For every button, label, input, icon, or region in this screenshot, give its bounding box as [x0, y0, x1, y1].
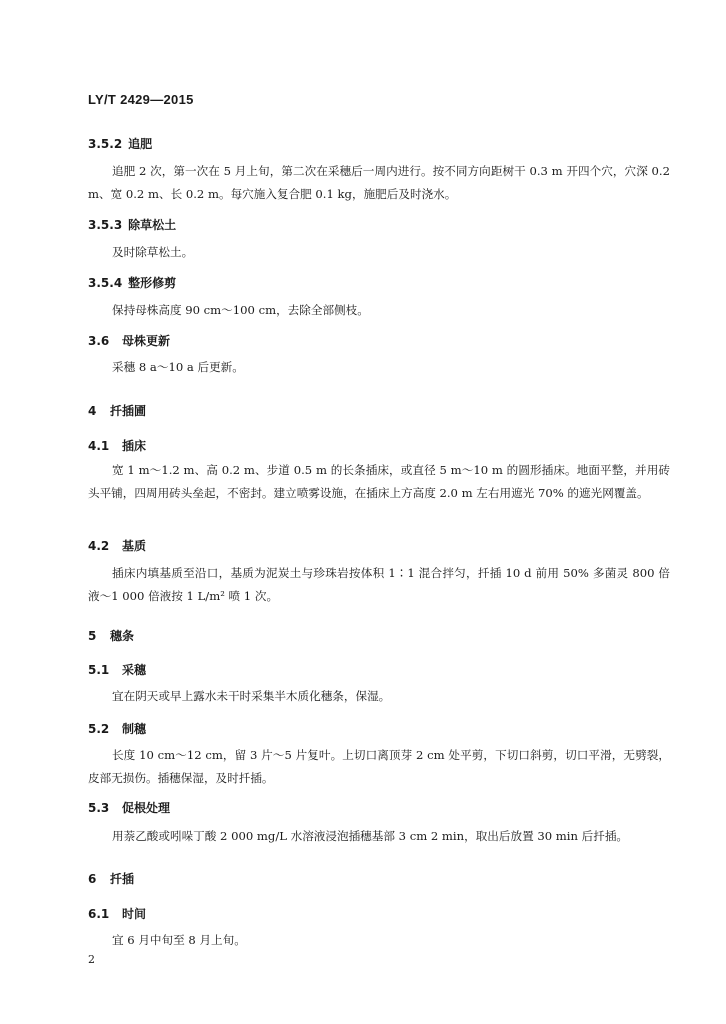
section-title: 母株更新 [122, 334, 171, 348]
section-title: 促根处理 [122, 801, 171, 815]
section-title: 采穗 [122, 663, 147, 677]
section-number: 3.5.4 [88, 276, 123, 290]
heading-5 [88, 628, 670, 644]
paragraph-6-1: 宜 6 月中旬至 8 月上旬。 [112, 933, 246, 947]
paragraph-5-1: 宜在阴天或早上露水未干时采集半木质化穗条，保湿。 [112, 689, 391, 703]
section-title: 扦插圃 [110, 404, 147, 418]
heading-3-6 [88, 333, 670, 349]
section-number: 4 [88, 404, 97, 418]
section-number: 6 [88, 872, 97, 886]
heading-3-5-2 [88, 136, 670, 152]
heading-4 [88, 403, 670, 419]
standard-code: LY/T 2429—2015 [88, 92, 194, 107]
section-title: 整形修剪 [128, 276, 177, 290]
heading-6 [88, 871, 670, 887]
page-number: 2 [88, 953, 95, 966]
section-number: 3.5.3 [88, 218, 123, 232]
section-number: 5.2 [88, 722, 110, 736]
heading-5-3 [88, 800, 670, 816]
section-title: 插床 [122, 439, 147, 453]
heading-3-5-4 [88, 275, 670, 291]
section-title: 除草松土 [128, 218, 177, 232]
heading-3-5-3 [88, 217, 670, 233]
paragraph-5-3: 用萘乙酸或吲哚丁酸 2 000 mg/L 水溶液浸泡插穗基部 3 cm 2 min，取出后放置 30 min 后扦插。 [112, 829, 629, 843]
paragraph-4-1: 宽 1 m～1.2 m、高 0.2 m、步道 0.5 m 的长条插床，或直径 5 m～10 m 的圆形插床。地面平整，并用砖头平铺，四周用砖头垒起，不密封。建立喷雾设施，在插床上方高度 2.0 m 左右用遮光 70% 的遮光网覆盖。 [88, 463, 670, 500]
paragraph-3-5-2: 追肥 2 次，第一次在 5 月上旬，第二次在采穗后一周内进行。按不同方向距树干 0.3 m 开四个穴，穴深 0.2 m、宽 0.2 m、长 0.2 m。每穴施入复合肥 0.1 kg，施肥后及时浇水。 [88, 164, 670, 201]
section-number: 5 [88, 629, 97, 643]
heading-4-2 [88, 538, 670, 554]
section-title: 制穗 [122, 722, 147, 736]
paragraph-3-6: 采穗 8 a～10 a 后更新。 [112, 360, 244, 374]
section-title: 追肥 [128, 137, 153, 151]
section-number: 4.1 [88, 439, 110, 453]
section-title: 时间 [122, 907, 147, 921]
section-number: 3.5.2 [88, 137, 123, 151]
paragraph-5-2: 长度 10 cm～12 cm，留 3 片～5 片复叶。上切口离顶芽 2 cm 处平剪，下切口斜剪，切口平滑，无劈裂，皮部无损伤。插穗保湿，及时扦插。 [88, 748, 670, 785]
section-title: 穗条 [110, 629, 135, 643]
section-title: 扦插 [110, 872, 135, 886]
heading-5-1 [88, 662, 670, 678]
heading-5-2 [88, 721, 670, 737]
paragraph-3-5-4: 保持母株高度 90 cm～100 cm，去除全部侧枝。 [112, 303, 369, 317]
paragraph-3-5-3: 及时除草松土。 [112, 245, 194, 259]
section-title: 基质 [122, 539, 147, 553]
heading-4-1 [88, 438, 670, 454]
section-number: 5.3 [88, 801, 110, 815]
heading-6-1 [88, 906, 670, 922]
section-number: 5.1 [88, 663, 110, 677]
section-number: 6.1 [88, 907, 110, 921]
paragraph-4-2: 插床内填基质至沿口，基质为泥炭土与珍珠岩按体积 1∶1 混合拌匀，扦插 10 d 前用 50% 多菌灵 800 倍液～1 000 倍液按 1 L/m² 喷 1 次。 [88, 566, 670, 603]
section-number: 3.6 [88, 334, 110, 348]
section-number: 4.2 [88, 539, 110, 553]
